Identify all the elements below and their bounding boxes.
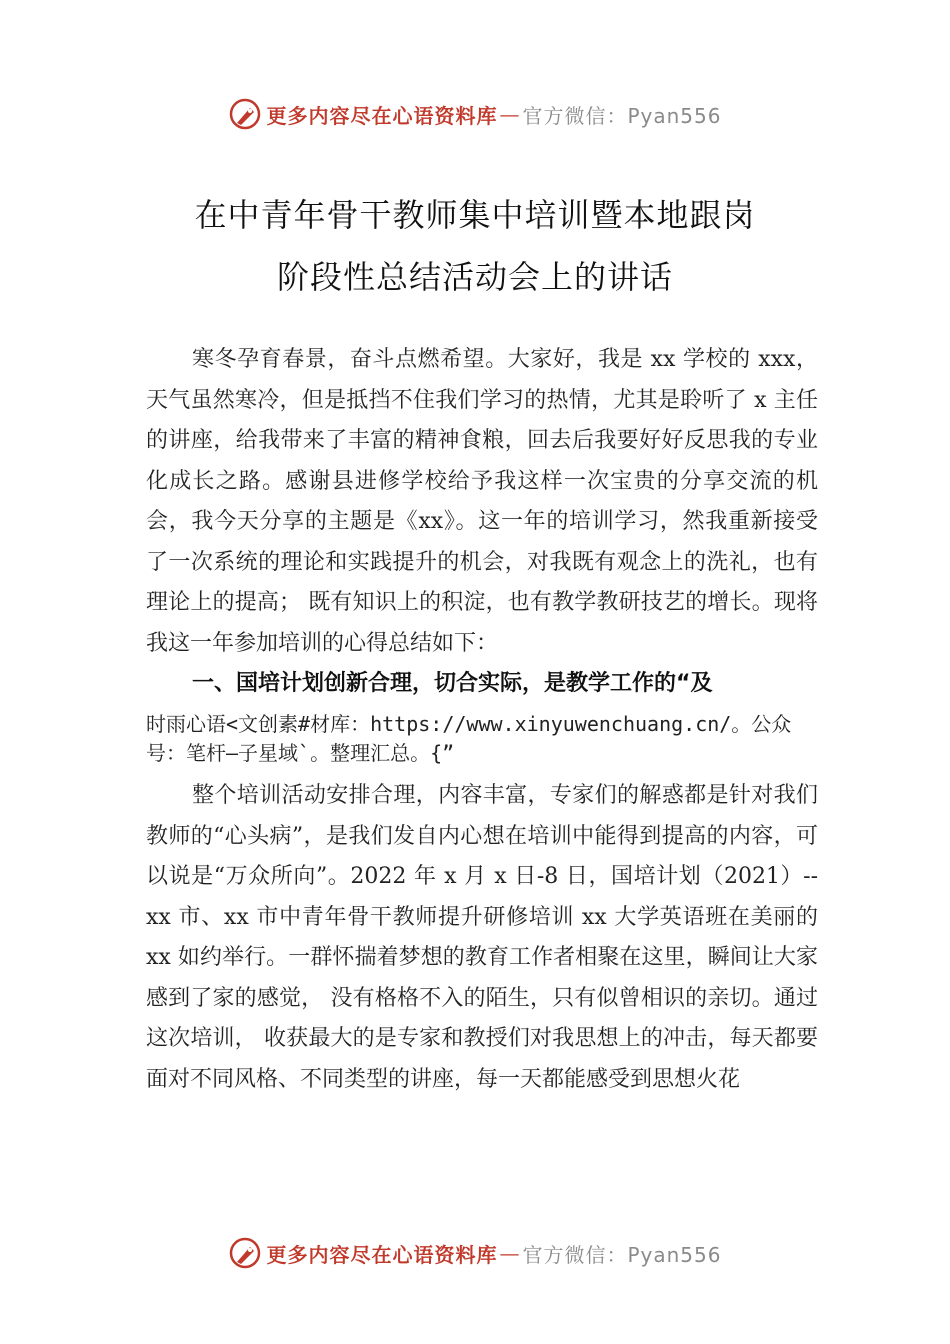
document-body <box>146 340 818 1100</box>
paragraph-training: 整个培训活动安排合理，内容丰富，专家们的解惑都是针对我们教师的“心头病”，是我们发自内心想在培训中能得到提高的内容，可以说是“万众所向”。2022 年 x 月 x 日-8 日，国培计划（2021）--xx 市、xx 市中青年骨干教师提升研修培训 xx 大学英语班在美丽的 xx 如约举行。一群怀揣着梦想的教育工作者相聚在这里，瞬间让大家感到了家的感觉， 没有格格不入的陌生，只有似曾相识的亲切。通过这次培训， 收获最大的是专家和教授们对我思想上的冲击，每天都要面对不同风格、不同类型的讲座，每一天都能感受到思想火花 <box>146 783 818 1092</box>
pen-nib-logo-icon <box>228 97 262 131</box>
banner-wechat: 官方微信：Pyan556 <box>522 1242 722 1267</box>
banner-wechat: 官方微信：Pyan556 <box>522 103 722 128</box>
pen-nib-logo-icon <box>228 1236 262 1270</box>
top-banner <box>0 96 950 132</box>
banner-site-name: 更多内容尽在心语资料库 <box>266 1242 498 1267</box>
section-heading-1: 一、国培计划创新合理，切合实际，是教学工作的“及 <box>192 671 713 696</box>
banner-site-name: 更多内容尽在心语资料库 <box>266 103 498 128</box>
document-title-line1: 在中青年骨干教师集中培训暨本地跟岗 <box>194 196 756 234</box>
paragraph-intro: 寒冬孕育春景，奋斗点燃希望。大家好，我是 xx 学校的 xxx，天气虽然寒冷，但是抵挡不住我们学习的热情，尤其是聆听了 x 主任的讲座，给我带来了丰富的精神食粮，回去后我要好好反思我的专业化成长之路。感谢县进修学校给予我这样一次宝贵的分享交流的机会，我今天分享的主题是《xx》。这一年的培训学习，然我重新接受了一次系统的理论和实践提升的机会，对我既有观念上的洗礼，也有理论上的提高； 既有知识上的积淀，也有教学教研技艺的增长。现将我这一年参加培训的心得总结如下： <box>146 347 818 656</box>
bottom-banner <box>0 1235 950 1271</box>
banner-dash: — <box>499 102 521 126</box>
banner-dash: — <box>499 1241 521 1265</box>
inline-note: 时雨心语<文创素#材库：https://www.xinyuwenchuang.cn/。公众号：笔杆—子星域`。整理汇总。{” <box>146 712 792 765</box>
document-title-line2: 阶段性总结活动会上的讲话 <box>276 258 673 296</box>
